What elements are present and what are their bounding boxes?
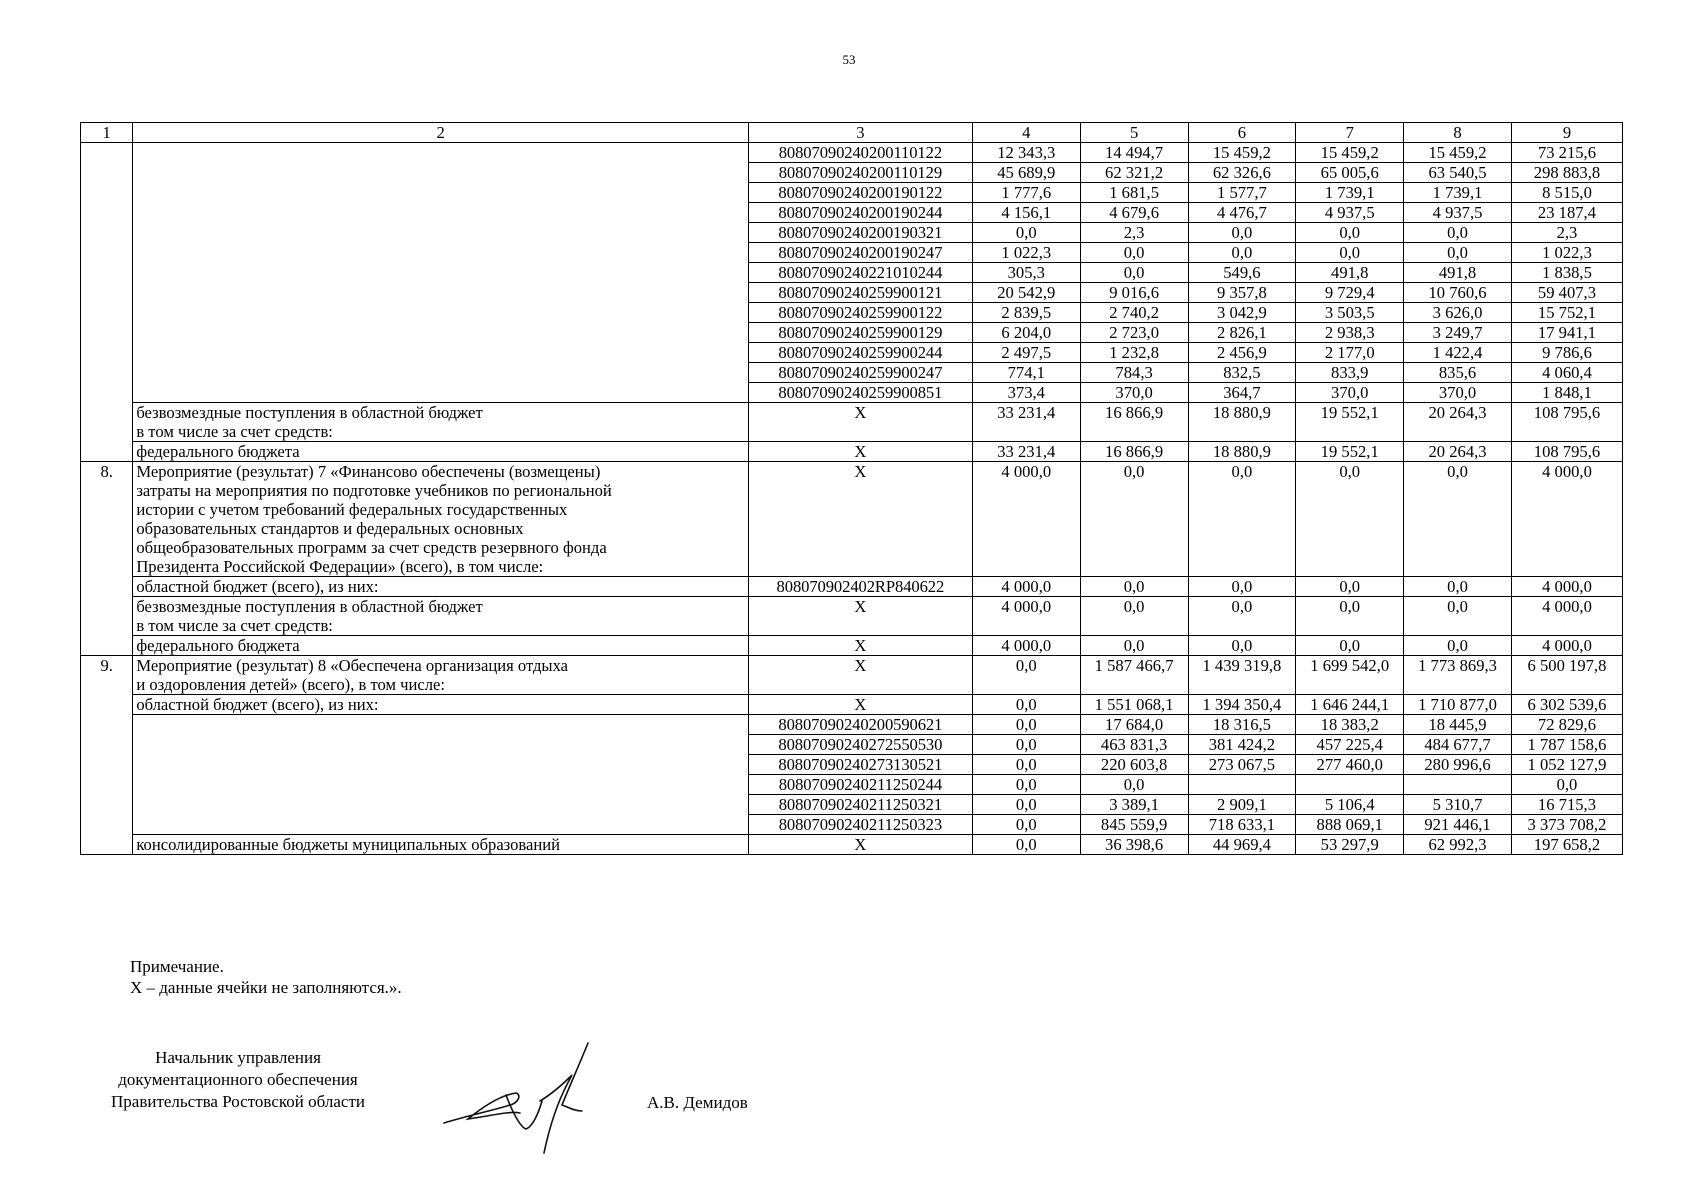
value-cell: 277 460,0	[1296, 755, 1404, 775]
header-cell: 1	[81, 123, 133, 143]
value-cell: 62 326,6	[1188, 163, 1296, 183]
note	[130, 956, 402, 998]
value-cell: 20 264,3	[1404, 442, 1512, 462]
value-cell: 549,6	[1188, 263, 1296, 283]
value-cell: 18 880,9	[1188, 442, 1296, 462]
value-cell: 73 215,6	[1511, 143, 1622, 163]
value-cell: 4 679,6	[1080, 203, 1188, 223]
value-cell: 370,0	[1404, 383, 1512, 403]
header-cell: 3	[748, 123, 972, 143]
value-cell: 1 848,1	[1511, 383, 1622, 403]
value-cell: 381 424,2	[1188, 735, 1296, 755]
header-cell: 2	[133, 123, 749, 143]
value-cell: 0,0	[1404, 223, 1512, 243]
value-cell: 1 052 127,9	[1511, 755, 1622, 775]
value-cell: 4 000,0	[972, 636, 1080, 656]
value-cell	[1404, 775, 1512, 795]
description-line: безвозмездные поступления в областной бюджет	[136, 403, 483, 422]
description-line: Президента Российской Федерации» (всего), в том числе:	[136, 557, 544, 576]
budget-code: 80807090240221010244	[748, 263, 972, 283]
value-cell: 1 394 350,4	[1188, 695, 1296, 715]
value-cell: 0,0	[972, 775, 1080, 795]
value-cell: 15 459,2	[1188, 143, 1296, 163]
value-cell: 774,1	[972, 363, 1080, 383]
value-cell: 9 357,8	[1188, 283, 1296, 303]
value-cell: 20 264,3	[1404, 403, 1512, 442]
value-cell: 4 937,5	[1404, 203, 1512, 223]
value-cell: 197 658,2	[1511, 835, 1622, 855]
value-cell: 2,3	[1080, 223, 1188, 243]
value-cell: 0,0	[972, 223, 1080, 243]
value-cell: 1 577,7	[1188, 183, 1296, 203]
row-description	[133, 403, 749, 442]
value-cell: 72 829,6	[1511, 715, 1622, 735]
value-cell: 1 551 068,1	[1080, 695, 1188, 715]
value-cell: 6 302 539,6	[1511, 695, 1622, 715]
value-cell: 298 883,8	[1511, 163, 1622, 183]
table-row	[81, 462, 1623, 577]
budget-code: 808070902402RP840622	[748, 577, 972, 597]
value-cell: 5 310,7	[1404, 795, 1512, 815]
table-row	[81, 577, 1623, 597]
budget-code: 80807090240200190321	[748, 223, 972, 243]
budget-code: X	[748, 656, 972, 695]
value-cell: 1 681,5	[1080, 183, 1188, 203]
value-cell: 9 016,6	[1080, 283, 1188, 303]
budget-code: 80807090240273130521	[748, 755, 972, 775]
value-cell: 4 000,0	[1511, 577, 1622, 597]
value-cell: 4 060,4	[1511, 363, 1622, 383]
value-cell: 65 005,6	[1296, 163, 1404, 183]
value-cell: 20 542,9	[972, 283, 1080, 303]
value-cell: 1 739,1	[1404, 183, 1512, 203]
value-cell: 0,0	[1296, 223, 1404, 243]
value-cell: 19 552,1	[1296, 442, 1404, 462]
value-cell: 457 225,4	[1296, 735, 1404, 755]
value-cell: 3 373 708,2	[1511, 815, 1622, 835]
budget-code: 80807090240211250244	[748, 775, 972, 795]
value-cell: 0,0	[972, 735, 1080, 755]
description-line: и оздоровления детей» (всего), в том числе:	[136, 675, 445, 694]
table-row	[81, 636, 1623, 656]
description-line: областной бюджет (всего), из них:	[136, 577, 379, 596]
value-cell: 36 398,6	[1080, 835, 1188, 855]
row-description-empty	[133, 715, 749, 835]
value-cell: 18 316,5	[1188, 715, 1296, 735]
value-cell: 8 515,0	[1511, 183, 1622, 203]
value-cell: 845 559,9	[1080, 815, 1188, 835]
header-cell: 5	[1080, 123, 1188, 143]
description-line: консолидированные бюджеты муниципальных образований	[136, 835, 561, 854]
value-cell: 0,0	[1404, 597, 1512, 636]
budget-code: X	[748, 597, 972, 636]
value-cell: 2 456,9	[1188, 343, 1296, 363]
header-cell: 6	[1188, 123, 1296, 143]
value-cell: 1 838,5	[1511, 263, 1622, 283]
value-cell: 4 937,5	[1296, 203, 1404, 223]
value-cell: 718 633,1	[1188, 815, 1296, 835]
position-line: Правительства Ростовской области	[111, 1092, 365, 1111]
position-line: документационного обеспечения	[118, 1070, 358, 1089]
row-description	[133, 835, 749, 855]
value-cell: 4 000,0	[972, 462, 1080, 577]
note-text: X – данные ячейки не заполняются.».	[130, 978, 402, 997]
budget-code: X	[748, 695, 972, 715]
value-cell: 833,9	[1296, 363, 1404, 383]
table-row	[81, 656, 1623, 695]
budget-code: 80807090240200190247	[748, 243, 972, 263]
value-cell: 4 000,0	[1511, 636, 1622, 656]
value-cell: 0,0	[1188, 462, 1296, 577]
value-cell: 491,8	[1296, 263, 1404, 283]
budget-code: 80807090240259900121	[748, 283, 972, 303]
value-cell: 364,7	[1188, 383, 1296, 403]
value-cell: 33 231,4	[972, 403, 1080, 442]
value-cell: 0,0	[1511, 775, 1622, 795]
value-cell: 491,8	[1404, 263, 1512, 283]
value-cell: 63 540,5	[1404, 163, 1512, 183]
row-description	[133, 636, 749, 656]
budget-code: 80807090240200190244	[748, 203, 972, 223]
header-cell: 9	[1511, 123, 1622, 143]
row-description	[133, 577, 749, 597]
value-cell: 273 067,5	[1188, 755, 1296, 775]
value-cell: 4 000,0	[1511, 462, 1622, 577]
budget-code: X	[748, 462, 972, 577]
value-cell: 1 787 158,6	[1511, 735, 1622, 755]
value-cell: 44 969,4	[1188, 835, 1296, 855]
value-cell: 0,0	[1404, 243, 1512, 263]
row-description-empty	[133, 143, 749, 403]
page-number: 53	[842, 52, 856, 67]
value-cell: 1 587 466,7	[1080, 656, 1188, 695]
value-cell: 835,6	[1404, 363, 1512, 383]
value-cell: 16 715,3	[1511, 795, 1622, 815]
value-cell: 19 552,1	[1296, 403, 1404, 442]
description-line: общеобразовательных программ за счет средств резервного фонда	[136, 538, 607, 557]
table-row	[81, 835, 1623, 855]
row-description	[133, 695, 749, 715]
value-cell	[1296, 775, 1404, 795]
value-cell: 2,3	[1511, 223, 1622, 243]
value-cell: 0,0	[1404, 636, 1512, 656]
value-cell: 280 996,6	[1404, 755, 1512, 775]
budget-code: X	[748, 403, 972, 442]
value-cell: 4 156,1	[972, 203, 1080, 223]
value-cell: 0,0	[1296, 462, 1404, 577]
value-cell: 12 343,3	[972, 143, 1080, 163]
value-cell: 370,0	[1296, 383, 1404, 403]
value-cell: 108 795,6	[1511, 442, 1622, 462]
description-line: Мероприятие (результат) 8 «Обеспечена организация отдыха	[136, 656, 569, 675]
value-cell: 2 909,1	[1188, 795, 1296, 815]
header-cell: 8	[1404, 123, 1512, 143]
value-cell: 3 042,9	[1188, 303, 1296, 323]
signer-name: А.В. Демидов	[647, 1093, 748, 1112]
value-cell: 0,0	[1080, 775, 1188, 795]
value-cell: 9 729,4	[1296, 283, 1404, 303]
description-line: федерального бюджета	[136, 636, 300, 655]
budget-code: 80807090240200110129	[748, 163, 972, 183]
value-cell: 921 446,1	[1404, 815, 1512, 835]
header-cell: 4	[972, 123, 1080, 143]
table-row	[81, 403, 1623, 442]
value-cell: 0,0	[972, 795, 1080, 815]
value-cell: 0,0	[972, 656, 1080, 695]
value-cell: 0,0	[1080, 462, 1188, 577]
position-line: Начальник управления	[155, 1048, 321, 1067]
row-index	[81, 143, 133, 462]
budget-code: X	[748, 442, 972, 462]
value-cell: 4 000,0	[1511, 597, 1622, 636]
value-cell: 62 992,3	[1404, 835, 1512, 855]
budget-code: 80807090240200110122	[748, 143, 972, 163]
value-cell: 0,0	[1296, 636, 1404, 656]
budget-code: 80807090240259900851	[748, 383, 972, 403]
value-cell: 108 795,6	[1511, 403, 1622, 442]
row-index: 9.	[81, 656, 133, 855]
value-cell: 1 439 319,8	[1188, 656, 1296, 695]
budget-code: 80807090240211250323	[748, 815, 972, 835]
value-cell: 2 177,0	[1296, 343, 1404, 363]
value-cell: 0,0	[1188, 597, 1296, 636]
budget-code: 80807090240211250321	[748, 795, 972, 815]
table-row	[81, 143, 1623, 163]
budget-code: 80807090240200590621	[748, 715, 972, 735]
value-cell: 2 740,2	[1080, 303, 1188, 323]
table-row	[81, 715, 1623, 735]
value-cell: 59 407,3	[1511, 283, 1622, 303]
value-cell: 888 069,1	[1296, 815, 1404, 835]
value-cell: 1 022,3	[1511, 243, 1622, 263]
table-row	[81, 442, 1623, 462]
value-cell: 220 603,8	[1080, 755, 1188, 775]
budget-code: 80807090240200190122	[748, 183, 972, 203]
value-cell: 18 383,2	[1296, 715, 1404, 735]
value-cell: 0,0	[1188, 223, 1296, 243]
budget-code: 80807090240259900247	[748, 363, 972, 383]
value-cell: 1 777,6	[972, 183, 1080, 203]
value-cell: 2 723,0	[1080, 323, 1188, 343]
header-row	[81, 123, 1623, 143]
value-cell: 1 710 877,0	[1404, 695, 1512, 715]
value-cell: 0,0	[1296, 577, 1404, 597]
value-cell: 0,0	[1188, 636, 1296, 656]
value-cell: 1 232,8	[1080, 343, 1188, 363]
value-cell: 15 459,2	[1296, 143, 1404, 163]
value-cell: 17 941,1	[1511, 323, 1622, 343]
budget-code: 80807090240259900129	[748, 323, 972, 343]
row-description	[133, 597, 749, 636]
value-cell: 6 204,0	[972, 323, 1080, 343]
value-cell: 1 739,1	[1296, 183, 1404, 203]
description-line: образовательных стандартов и федеральных основных	[136, 519, 524, 538]
budget-code: X	[748, 636, 972, 656]
value-cell: 1 699 542,0	[1296, 656, 1404, 695]
value-cell: 15 752,1	[1511, 303, 1622, 323]
value-cell: 4 000,0	[972, 597, 1080, 636]
value-cell: 4 000,0	[972, 577, 1080, 597]
row-index: 8.	[81, 462, 133, 656]
value-cell: 1 422,4	[1404, 343, 1512, 363]
value-cell: 3 389,1	[1080, 795, 1188, 815]
value-cell: 832,5	[1188, 363, 1296, 383]
value-cell: 6 500 197,8	[1511, 656, 1622, 695]
value-cell: 0,0	[1080, 636, 1188, 656]
note-title: Примечание.	[130, 957, 224, 976]
value-cell: 2 826,1	[1188, 323, 1296, 343]
budget-code: 80807090240272550530	[748, 735, 972, 755]
value-cell: 0,0	[1188, 577, 1296, 597]
value-cell: 5 106,4	[1296, 795, 1404, 815]
description-line: в том числе за счет средств:	[136, 616, 333, 635]
row-description	[133, 656, 749, 695]
handwritten-signature	[440, 1035, 610, 1155]
value-cell: 15 459,2	[1404, 143, 1512, 163]
row-description	[133, 442, 749, 462]
value-cell: 0,0	[1080, 597, 1188, 636]
value-cell: 17 684,0	[1080, 715, 1188, 735]
value-cell: 3 249,7	[1404, 323, 1512, 343]
description-line: затраты на мероприятия по подготовке учебников по региональной	[136, 481, 612, 500]
value-cell: 53 297,9	[1296, 835, 1404, 855]
value-cell: 0,0	[1296, 597, 1404, 636]
value-cell: 18 880,9	[1188, 403, 1296, 442]
value-cell: 16 866,9	[1080, 442, 1188, 462]
value-cell: 0,0	[972, 715, 1080, 735]
value-cell: 0,0	[1404, 462, 1512, 577]
value-cell: 1 773 869,3	[1404, 656, 1512, 695]
budget-code: X	[748, 835, 972, 855]
description-line: безвозмездные поступления в областной бюджет	[136, 597, 483, 616]
description-line: в том числе за счет средств:	[136, 422, 333, 441]
header-cell: 7	[1296, 123, 1404, 143]
value-cell: 4 476,7	[1188, 203, 1296, 223]
value-cell: 33 231,4	[972, 442, 1080, 462]
value-cell: 0,0	[1404, 577, 1512, 597]
budget-code: 80807090240259900122	[748, 303, 972, 323]
value-cell: 463 831,3	[1080, 735, 1188, 755]
value-cell: 484 677,7	[1404, 735, 1512, 755]
value-cell: 0,0	[1080, 243, 1188, 263]
description-line: истории с учетом требований федеральных государственных	[136, 500, 568, 519]
value-cell: 10 760,6	[1404, 283, 1512, 303]
value-cell: 0,0	[1080, 263, 1188, 283]
table-row	[81, 597, 1623, 636]
value-cell: 2 839,5	[972, 303, 1080, 323]
value-cell: 0,0	[972, 815, 1080, 835]
value-cell: 14 494,7	[1080, 143, 1188, 163]
value-cell: 62 321,2	[1080, 163, 1188, 183]
signature-position	[88, 1047, 388, 1113]
value-cell: 0,0	[972, 755, 1080, 775]
row-description	[133, 462, 749, 577]
description-line: областной бюджет (всего), из них:	[136, 695, 379, 714]
value-cell: 3 626,0	[1404, 303, 1512, 323]
description-line: федерального бюджета	[136, 442, 300, 461]
value-cell	[1188, 775, 1296, 795]
value-cell: 9 786,6	[1511, 343, 1622, 363]
value-cell: 16 866,9	[1080, 403, 1188, 442]
value-cell: 1 022,3	[972, 243, 1080, 263]
value-cell: 2 497,5	[972, 343, 1080, 363]
value-cell: 45 689,9	[972, 163, 1080, 183]
value-cell: 305,3	[972, 263, 1080, 283]
budget-code: 80807090240259900244	[748, 343, 972, 363]
value-cell: 373,4	[972, 383, 1080, 403]
budget-table	[80, 122, 1623, 855]
value-cell: 23 187,4	[1511, 203, 1622, 223]
value-cell: 3 503,5	[1296, 303, 1404, 323]
value-cell: 2 938,3	[1296, 323, 1404, 343]
value-cell: 0,0	[1296, 243, 1404, 263]
value-cell: 784,3	[1080, 363, 1188, 383]
value-cell: 18 445,9	[1404, 715, 1512, 735]
value-cell: 0,0	[1080, 577, 1188, 597]
value-cell: 370,0	[1080, 383, 1188, 403]
value-cell: 0,0	[1188, 243, 1296, 263]
description-line: Мероприятие (результат) 7 «Финансово обеспечены (возмещены)	[136, 462, 601, 481]
value-cell: 1 646 244,1	[1296, 695, 1404, 715]
table-row	[81, 695, 1623, 715]
value-cell: 0,0	[972, 835, 1080, 855]
value-cell: 0,0	[972, 695, 1080, 715]
